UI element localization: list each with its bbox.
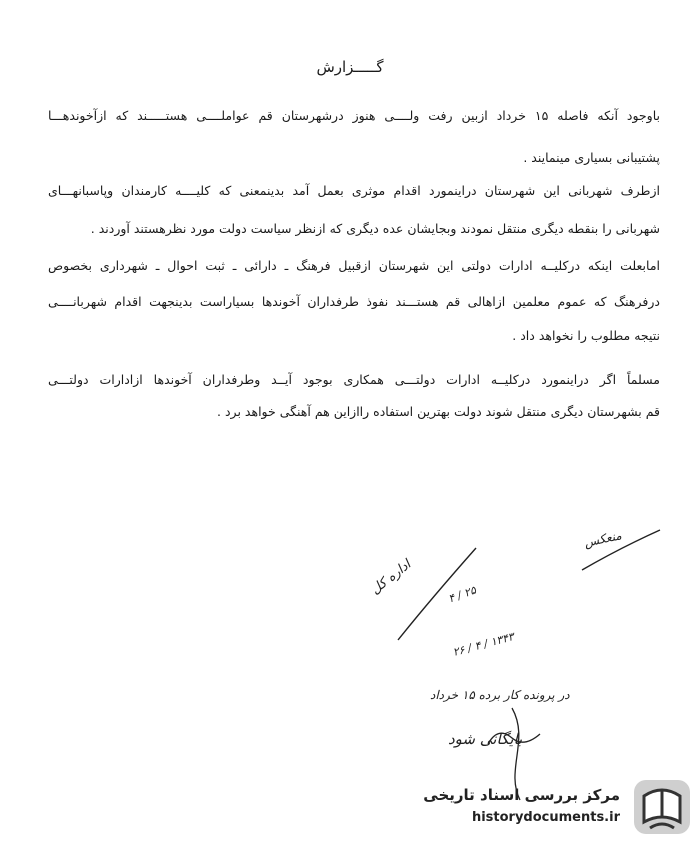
paragraph-line: ازطرف شهربانی این شهرستان دراینمورد اقدام موثری بعمل آمد بدینمعنی که کلیــــه کارمندان وپاسبانهـــای <box>48 183 660 198</box>
handwritten-note: در پرونده کار برده ۱۵ خرداد <box>430 688 570 702</box>
paragraph-line: امابعلت اینکه درکلیــه ادارات دولتی این شهرستان ازقبیل فرهنگ ـ دارائی ـ ثبت احوال ـ شهرداری بخصوص <box>48 258 660 273</box>
paragraph-line: قم بشهرستان دیگری منتقل شوند دولت بهترین استفاده راازاین هم آهنگی خواهد برد . <box>217 404 660 419</box>
handwritten-note: منعکس <box>582 528 623 550</box>
paragraph-line: مسلماً اگر دراینمورد درکلیــه ادارات دولتـــی همکاری بوجود آیــد وطرفداران آخوندها ازادارات دولتـــی <box>48 372 660 387</box>
watermark <box>410 770 700 842</box>
report-title: گـــــزارش <box>316 58 384 76</box>
handwritten-note: اداره کل <box>368 557 414 598</box>
paragraph-line: پشتیبانی بسیاری مینمایند . <box>523 150 660 165</box>
handwritten-date: ۱۳۴۳ / ۴ / ۲۶ <box>451 630 516 659</box>
paragraph-line: باوجود آنکه فاصله ۱۵ خرداد ازبین رفت ولــــی هنوز درشهرستان قم عواملــــی هستـــــند که ازآخوندهـــا <box>48 108 660 123</box>
handwritten-signature: بایگانی شود <box>448 730 523 748</box>
archive-logo-icon <box>630 776 694 838</box>
paragraph-line: شهربانی را بنقطه دیگری منتقل نمودند وبجایشان عده دیگری که ازنظر سیاست دولت مورد نظرهستند آوردند . <box>90 221 660 236</box>
watermark-name: مرکز بررسی اسناد تاریخی <box>423 786 620 804</box>
handwritten-date: ۲۵ / ۴ <box>446 583 478 606</box>
paragraph-line: درفرهنگ که عموم معلمین ازاهالی قم هستـــند نفوذ طرفداران آخوندها بسیاراست بدینجهت اقدام شهربانــــی <box>48 294 660 309</box>
watermark-url: historydocuments.ir <box>471 810 620 825</box>
paragraph-line: نتیجه مطلوب را نخواهد داد . <box>512 328 660 343</box>
